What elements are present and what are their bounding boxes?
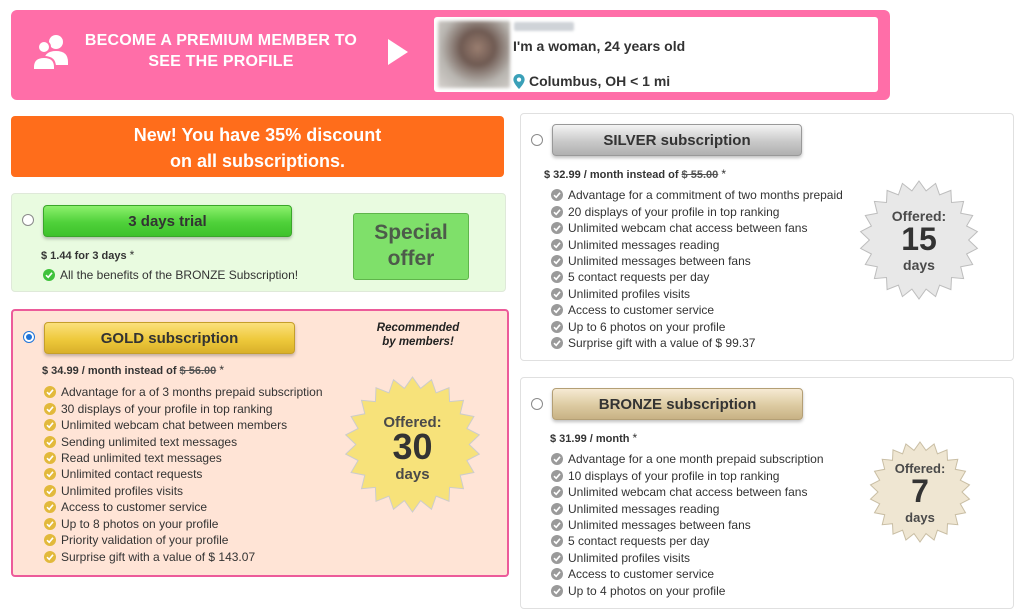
check-icon — [44, 452, 56, 464]
premium-banner[interactable] — [11, 10, 890, 100]
check-icon — [551, 503, 563, 515]
premium-banner-text: BECOME A PREMIUM MEMBER TO SEE THE PROFILE — [84, 32, 358, 70]
silver-title-button[interactable]: SILVER subscription — [552, 124, 802, 156]
check-icon — [551, 535, 563, 547]
trial-radio[interactable] — [22, 214, 34, 226]
list-item: All the benefits of the BRONZE Subscription! — [43, 267, 298, 283]
check-icon — [551, 453, 563, 465]
blurred-profile-card[interactable] — [434, 17, 878, 92]
check-icon — [551, 239, 563, 251]
benefit-text: Access to customer service — [568, 567, 715, 582]
benefit-text: Unlimited messages reading — [568, 501, 720, 516]
check-icon — [44, 518, 56, 530]
check-icon — [44, 551, 56, 563]
check-icon — [44, 436, 56, 448]
benefit-text: Up to 8 photos on your profile — [61, 516, 219, 531]
benefit-text: Unlimited messages between fans — [568, 253, 751, 268]
bronze-offered-seal: Offered: 7 days — [869, 441, 971, 543]
check-icon — [551, 519, 563, 531]
profile-username-blurred — [514, 22, 574, 31]
check-icon — [551, 337, 563, 349]
list-item — [551, 269, 843, 285]
discount-line-1: New! You have 35% discount — [133, 125, 382, 145]
profile-photo — [438, 21, 510, 88]
benefit-text: 30 displays of your profile in top ranking — [61, 401, 273, 416]
list-item — [44, 466, 323, 482]
benefit-text: Read unlimited text messages — [61, 450, 222, 465]
list-item — [551, 319, 843, 335]
check-icon — [44, 468, 56, 480]
benefit-text: Unlimited contact requests — [61, 467, 203, 482]
users-icon — [31, 32, 71, 72]
profile-location-text: Columbus, OH < 1 mi — [529, 73, 671, 89]
benefit-text: Up to 6 photos on your profile — [568, 319, 726, 334]
list-item — [44, 499, 323, 515]
list-item — [551, 187, 843, 203]
list-item — [44, 516, 323, 532]
check-icon — [551, 271, 563, 283]
list-item — [551, 302, 843, 318]
check-icon — [44, 386, 56, 398]
benefit-text: Surprise gift with a value of $ 143.07 — [61, 549, 256, 564]
profile-location — [513, 73, 670, 89]
list-item — [44, 548, 323, 564]
list-item — [551, 533, 824, 549]
check-icon — [551, 206, 563, 218]
benefit-text: Up to 4 photos on your profile — [568, 583, 726, 598]
list-item — [44, 532, 323, 548]
location-pin-icon — [513, 74, 525, 89]
gold-price: $ 34.99 / month instead of $ 56.00 * — [42, 363, 224, 377]
list-item — [551, 517, 824, 533]
list-item — [44, 417, 323, 433]
list-item — [44, 384, 323, 400]
bronze-title-button[interactable]: BRONZE subscription — [552, 388, 803, 420]
benefit-text: Unlimited messages between fans — [568, 517, 751, 532]
benefit-text: Sending unlimited text messages — [61, 434, 238, 449]
benefit-text: Advantage for a of 3 months prepaid subscription — [61, 385, 323, 400]
list-item — [551, 467, 824, 483]
check-icon — [551, 222, 563, 234]
benefit-text: 5 contact requests per day — [568, 534, 710, 549]
check-icon — [551, 568, 563, 580]
benefit-text: Advantage for a commitment of two months prepaid — [568, 188, 843, 203]
list-item — [44, 433, 323, 449]
list-item — [551, 583, 824, 599]
list-item — [551, 550, 824, 566]
check-icon — [551, 321, 563, 333]
benefit-text: Unlimited webcam chat access between fans — [568, 485, 808, 500]
benefit-text: Unlimited messages reading — [568, 237, 720, 252]
check-icon — [551, 470, 563, 482]
silver-radio[interactable] — [531, 134, 543, 146]
check-icon — [44, 419, 56, 431]
check-icon — [44, 485, 56, 497]
bronze-price: $ 31.99 / month * — [550, 431, 638, 445]
discount-line-2: on all subscriptions. — [169, 151, 346, 171]
play-icon[interactable] — [386, 37, 410, 67]
trial-plan-card[interactable] — [11, 193, 506, 292]
list-item — [551, 335, 843, 351]
check-icon — [551, 255, 563, 267]
list-item — [551, 484, 824, 500]
check-icon — [551, 552, 563, 564]
benefit-text: Unlimited webcam chat access between fans — [568, 221, 808, 236]
benefit-text: Unlimited profiles visits — [568, 286, 691, 301]
bronze-plan-card[interactable] — [520, 377, 1014, 609]
gold-plan-card[interactable] — [11, 309, 509, 577]
benefit-text: Unlimited profiles visits — [61, 483, 184, 498]
trial-price: $ 1.44 for 3 days * — [41, 248, 135, 262]
list-item — [551, 236, 843, 252]
recommended-label: Recommended by members! — [376, 322, 460, 348]
gold-title-button[interactable]: GOLD subscription — [44, 322, 295, 354]
silver-offered-seal: Offered: 15 days — [859, 180, 979, 300]
bronze-benefits — [551, 451, 824, 599]
benefit-text: Unlimited profiles visits — [568, 550, 691, 565]
trial-benefits — [43, 267, 298, 283]
check-icon — [43, 269, 55, 281]
check-icon — [551, 189, 563, 201]
silver-benefits — [551, 187, 843, 351]
benefit-text: 5 contact requests per day — [568, 270, 710, 285]
check-icon — [551, 304, 563, 316]
list-item — [551, 286, 843, 302]
special-offer-badge: Special offer — [353, 213, 469, 280]
profile-description: I'm a woman, 24 years old — [513, 38, 686, 54]
benefit-text: Access to customer service — [568, 303, 715, 318]
discount-banner — [11, 116, 504, 177]
silver-price: $ 32.99 / month instead of $ 55.00 * — [544, 167, 726, 181]
bronze-radio[interactable] — [531, 398, 543, 410]
list-item — [551, 566, 824, 582]
trial-title-button[interactable]: 3 days trial — [43, 205, 292, 237]
list-item — [551, 500, 824, 516]
gold-radio[interactable] — [23, 331, 35, 343]
list-item — [551, 220, 843, 236]
silver-plan-card[interactable] — [520, 113, 1014, 361]
benefit-text: Priority validation of your profile — [61, 533, 229, 548]
check-icon — [44, 403, 56, 415]
benefit-text: Access to customer service — [61, 500, 208, 515]
list-item — [44, 400, 323, 416]
benefit-text: 20 displays of your profile in top ranking — [568, 204, 780, 219]
gold-offered-seal: Offered: 30 days — [344, 376, 481, 513]
check-icon — [551, 585, 563, 597]
check-icon — [44, 501, 56, 513]
benefit-text: Advantage for a one month prepaid subscription — [568, 452, 824, 467]
list-item — [44, 483, 323, 499]
benefit-text: 10 displays of your profile in top ranking — [568, 468, 780, 483]
gold-benefits — [44, 384, 323, 565]
check-icon — [551, 288, 563, 300]
check-icon — [44, 534, 56, 546]
list-item — [551, 253, 843, 269]
list-item — [551, 451, 824, 467]
benefit-text: Unlimited webcam chat between members — [61, 418, 288, 433]
list-item — [551, 203, 843, 219]
list-item — [44, 450, 323, 466]
check-icon — [551, 486, 563, 498]
benefit-text: Surprise gift with a value of $ 99.37 — [568, 336, 756, 351]
